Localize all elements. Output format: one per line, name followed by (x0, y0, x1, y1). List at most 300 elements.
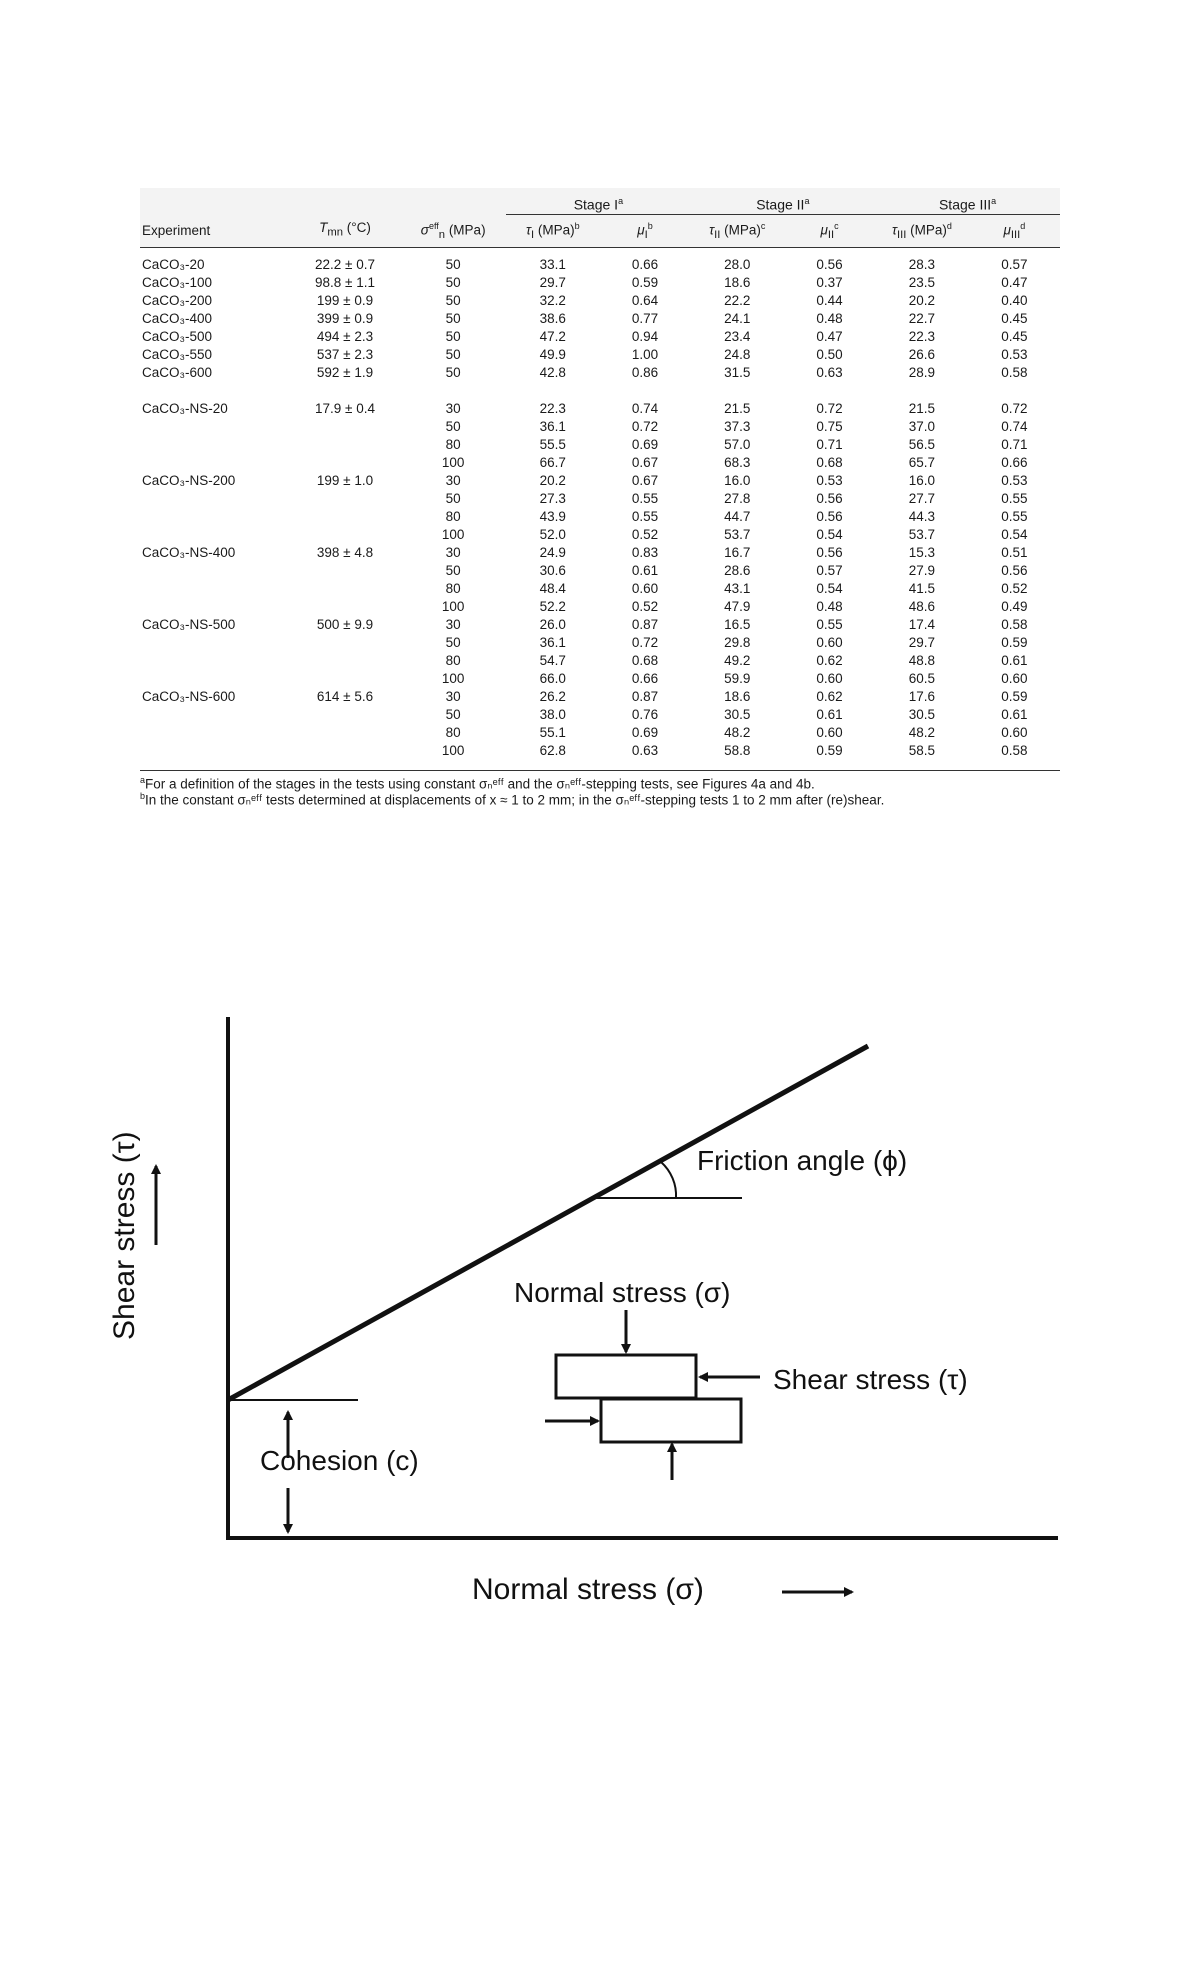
col-sigma: $\sigma^{eff}_n$ (MPa) (400, 215, 506, 248)
cell-sigma: 50 (445, 347, 461, 362)
cell-experiment (140, 580, 290, 598)
cell-mu1: 0.74 (631, 401, 659, 416)
cell-sigma: 100 (441, 743, 465, 758)
table-row (140, 436, 1060, 454)
cell-tau3: 58.5 (908, 743, 936, 758)
cell-mu3: 0.58 (1001, 617, 1028, 632)
table-row (140, 652, 1060, 670)
cell-mu2: 0.44 (816, 293, 843, 308)
cell-experiment (140, 724, 290, 742)
cell-tau2: 28.0 (724, 257, 751, 272)
cell-sigma: 30 (445, 689, 461, 704)
table-row (140, 292, 1060, 310)
cell-tmn: 614 ± 5.6 (316, 689, 374, 704)
col-tmn: $T_{mn}$ (°C) (290, 215, 400, 248)
col-mu1: $\mu_I^b$ (599, 215, 690, 248)
cell-mu3: 0.55 (1001, 491, 1028, 506)
cell-mu2: 0.75 (816, 419, 843, 434)
cell-tmn (290, 580, 400, 598)
x-axis-label: Normal stress (σ) (472, 1573, 704, 1606)
cell-sigma: 50 (445, 365, 461, 380)
cell-mu2: 0.72 (816, 401, 843, 416)
cell-experiment (140, 436, 290, 454)
stage-1-header: Stage $I^a$ (506, 188, 690, 215)
cell-tau2: 58.8 (724, 743, 751, 758)
cell-tau2: 68.3 (724, 455, 751, 470)
cell-tmn: 22.2 ± 0.7 (315, 257, 375, 272)
shear-stress-label: Shear stress (τ) (773, 1364, 968, 1395)
stage-header-row (140, 188, 1060, 215)
cell-sigma: 80 (445, 437, 461, 452)
table-row (140, 724, 1060, 742)
cell-sigma: 50 (445, 329, 461, 344)
cell-tau3: 15.3 (908, 545, 936, 560)
cell-mu2: 0.60 (816, 635, 843, 650)
cell-tau1: 52.2 (539, 599, 566, 614)
cell-tau2: 24.1 (724, 311, 751, 326)
cell-mu3: 0.74 (1001, 419, 1028, 434)
cell-tau3: 44.3 (908, 509, 936, 524)
cell-tau3: 48.6 (908, 599, 936, 614)
stage-2-header: Stage $II^a$ (691, 188, 876, 215)
cell-mu3: 0.51 (1001, 545, 1028, 560)
cell-tmn (290, 436, 400, 454)
cell-mu1: 0.59 (631, 275, 659, 290)
cell-mu3: 0.58 (1001, 743, 1028, 758)
cell-tmn: 537 ± 2.3 (316, 347, 374, 362)
table-row (140, 562, 1060, 580)
col-tau2: $\tau_{II}$ (MPa)$^c$ (691, 215, 784, 248)
cell-mu2: 0.61 (816, 707, 843, 722)
cell-tau3: 37.0 (908, 419, 936, 434)
cell-mu2: 0.56 (816, 545, 843, 560)
cell-tau2: 18.6 (724, 275, 751, 290)
col-tau3: $\tau_{III}$ (MPa)$^d$ (875, 215, 969, 248)
cell-tau1: 43.9 (539, 509, 566, 524)
cell-experiment: CaCO₃-NS-20 (142, 401, 228, 416)
table-row (140, 382, 1060, 400)
table-row (140, 670, 1060, 688)
cell-mu1: 0.76 (631, 707, 659, 722)
cell-mu3: 0.56 (1001, 563, 1028, 578)
cell-tau1: 26.0 (539, 617, 566, 632)
cell-mu3: 0.58 (1001, 365, 1028, 380)
cell-sigma: 80 (445, 509, 461, 524)
cell-experiment (140, 670, 290, 688)
cell-sigma: 50 (445, 707, 461, 722)
cell-experiment (140, 598, 290, 616)
col-experiment: Experiment (140, 215, 290, 248)
cell-tau3: 41.5 (908, 581, 936, 596)
col-tau1: $\tau_I$ (MPa)$^b$ (506, 215, 599, 248)
cell-tau1: 49.9 (539, 347, 566, 362)
cell-mu3: 0.60 (1001, 671, 1028, 686)
cell-mu1: 0.87 (631, 617, 659, 632)
cell-mu2: 0.60 (816, 671, 843, 686)
cell-tmn (290, 382, 400, 400)
cell-tau1: 52.0 (539, 527, 566, 542)
table-row (140, 688, 1060, 706)
cell-experiment: CaCO₃-200 (142, 293, 213, 308)
data-table (140, 188, 1060, 760)
cell-mu2: 0.60 (816, 725, 843, 740)
cell-mu3 (969, 382, 1060, 400)
cell-sigma: 30 (445, 473, 461, 488)
cell-sigma: 50 (445, 491, 461, 506)
cell-mu1: 0.72 (631, 635, 659, 650)
cell-experiment: CaCO₃-400 (142, 311, 213, 326)
col-mu2: $\mu_{II}^c$ (784, 215, 875, 248)
cell-experiment (140, 418, 290, 436)
cell-tau1: 38.0 (539, 707, 566, 722)
cell-sigma (400, 382, 506, 400)
cell-tau3: 22.7 (908, 311, 936, 326)
cell-tmn (290, 634, 400, 652)
cell-tmn: 199 ± 0.9 (316, 293, 374, 308)
cell-mu3: 0.57 (1001, 257, 1028, 272)
cell-mu3: 0.61 (1001, 653, 1028, 668)
cell-tau1: 54.7 (539, 653, 566, 668)
cell-tau2: 18.6 (724, 689, 751, 704)
cell-tmn (290, 652, 400, 670)
cell-tau3: 48.8 (908, 653, 936, 668)
cell-tau2: 24.8 (724, 347, 751, 362)
cell-sigma: 80 (445, 725, 461, 740)
cell-mu3: 0.47 (1001, 275, 1028, 290)
cell-experiment: CaCO₃-600 (142, 365, 213, 380)
footnote-b: $^b$In the constant σₙᵉᶠᶠ tests determined at displacements of x ≈ 1 to 2 mm; in the σₙᵉᶠᶠ-stepping tests 1 to 2 mm after (re)shear. (140, 791, 885, 808)
cell-experiment (140, 652, 290, 670)
cell-tmn: 98.8 ± 1.1 (315, 275, 375, 290)
cell-tau3: 28.9 (908, 365, 936, 380)
cell-tau1: 36.1 (539, 635, 566, 650)
stage-3-header: Stage III$^a$ (875, 188, 1060, 215)
cell-tau1: 66.0 (539, 671, 566, 686)
cell-tmn (290, 508, 400, 526)
cell-tau3: 56.5 (908, 437, 936, 452)
cell-mu3: 0.66 (1001, 455, 1028, 470)
cell-tau3 (875, 382, 969, 400)
cell-mu3: 0.59 (1001, 689, 1028, 704)
cell-tau2: 22.2 (724, 293, 751, 308)
cell-tau2: 49.2 (724, 653, 751, 668)
cell-sigma: 80 (445, 653, 461, 668)
cell-mu1: 0.52 (631, 527, 659, 542)
cell-mu2: 0.54 (816, 527, 843, 542)
cell-tau1: 55.5 (539, 437, 566, 452)
cell-tau2: 23.4 (724, 329, 751, 344)
cell-tmn (290, 562, 400, 580)
shear-box-lower (601, 1399, 741, 1442)
cell-tau1: 22.3 (539, 401, 566, 416)
table-row (140, 328, 1060, 346)
table-row (140, 400, 1060, 418)
cell-sigma: 50 (445, 275, 461, 290)
cell-tau1: 38.6 (539, 311, 566, 326)
cell-tmn: 398 ± 4.8 (316, 545, 374, 560)
cell-tau3: 23.5 (908, 275, 936, 290)
table-row (140, 310, 1060, 328)
cell-mu1: 0.68 (631, 653, 659, 668)
table-row (140, 472, 1060, 490)
cell-tmn (290, 670, 400, 688)
cell-tau3: 17.4 (908, 617, 936, 632)
cell-mu1: 0.72 (631, 419, 659, 434)
cell-mu2: 0.62 (816, 653, 843, 668)
cell-mu3: 0.53 (1001, 347, 1028, 362)
mohr-coulomb-diagram (0, 980, 1200, 1640)
cell-tau2: 47.9 (724, 599, 751, 614)
cell-mu3: 0.54 (1001, 527, 1028, 542)
cell-mu3: 0.59 (1001, 635, 1028, 650)
cell-tau3: 29.7 (908, 635, 936, 650)
col-mu3: $\mu_{III}^d$ (969, 215, 1060, 248)
cell-mu1: 0.64 (631, 293, 659, 308)
cell-experiment: CaCO₃-100 (142, 275, 213, 290)
cell-mu2: 0.71 (816, 437, 843, 452)
cell-mu3: 0.53 (1001, 473, 1028, 488)
cell-experiment (140, 526, 290, 544)
cell-tau2: 27.8 (724, 491, 751, 506)
cell-experiment (140, 742, 290, 760)
footnote-a: $^a$For a definition of the stages in the tests using constant σₙᵉᶠᶠ and the σₙᵉᶠᶠ-stepping tests, see Figures 4a and 4b. (140, 775, 815, 792)
cell-tau1: 32.2 (539, 293, 566, 308)
cell-sigma: 100 (441, 455, 465, 470)
cell-tau1: 66.7 (539, 455, 566, 470)
cell-tau2: 53.7 (724, 527, 751, 542)
cell-mu3: 0.55 (1001, 509, 1028, 524)
cell-mu2: 0.47 (816, 329, 843, 344)
cell-tmn: 399 ± 0.9 (316, 311, 374, 326)
cell-tmn (290, 418, 400, 436)
cell-tau3: 28.3 (908, 257, 936, 272)
cell-tmn: 17.9 ± 0.4 (315, 401, 375, 416)
cell-mu1: 0.55 (631, 509, 659, 524)
cell-mu2: 0.56 (816, 257, 843, 272)
cell-sigma: 50 (445, 293, 461, 308)
cell-tau3: 27.9 (908, 563, 936, 578)
cell-experiment: CaCO₃-NS-400 (142, 545, 236, 560)
cell-mu3: 0.71 (1001, 437, 1028, 452)
cell-mu1: 0.52 (631, 599, 659, 614)
cell-tau1: 47.2 (539, 329, 566, 344)
cell-tau3: 22.3 (908, 329, 936, 344)
cell-tau1: 30.6 (539, 563, 566, 578)
cell-tmn (290, 598, 400, 616)
cell-mu1: 0.66 (631, 257, 659, 272)
cell-sigma: 50 (445, 563, 461, 578)
shear-box-upper (556, 1355, 696, 1398)
cell-tau1: 27.3 (539, 491, 566, 506)
cell-tau2: 16.5 (724, 617, 751, 632)
table-row (140, 634, 1060, 652)
cell-tau3: 30.5 (908, 707, 936, 722)
cell-tmn (290, 490, 400, 508)
cell-mu2: 0.48 (816, 599, 843, 614)
cell-mu3: 0.45 (1001, 329, 1028, 344)
cell-mu3: 0.52 (1001, 581, 1028, 596)
cell-experiment: CaCO₃-NS-500 (142, 617, 236, 632)
cell-tau2: 31.5 (724, 365, 751, 380)
normal-stress-label: Normal stress (σ) (514, 1277, 731, 1308)
cell-mu1: 0.87 (631, 689, 659, 704)
cell-tau3: 65.7 (908, 455, 936, 470)
cell-mu1: 0.66 (631, 671, 659, 686)
cell-tmn: 592 ± 1.9 (316, 365, 374, 380)
table-bottom-rule (140, 770, 1060, 771)
cell-experiment: CaCO₃-20 (142, 257, 205, 272)
cell-tau2: 29.8 (724, 635, 751, 650)
cell-experiment (140, 634, 290, 652)
cell-mu1: 0.60 (631, 581, 659, 596)
cell-experiment (140, 454, 290, 472)
cell-tau1: 26.2 (539, 689, 566, 704)
cell-mu2: 0.57 (816, 563, 843, 578)
cell-mu1 (599, 382, 690, 400)
table-row (140, 742, 1060, 760)
table-row (140, 364, 1060, 382)
cell-experiment (140, 562, 290, 580)
cell-sigma: 80 (445, 581, 461, 596)
cell-tau1: 29.7 (539, 275, 566, 290)
cell-tau2: 48.2 (724, 725, 751, 740)
cell-mu2: 0.56 (816, 491, 843, 506)
cell-experiment (140, 382, 290, 400)
friction-angle-arc (661, 1162, 676, 1198)
cell-tau3: 21.5 (908, 401, 936, 416)
cell-tau3: 53.7 (908, 527, 936, 542)
cell-tau3: 27.7 (908, 491, 936, 506)
cell-mu1: 0.77 (631, 311, 659, 326)
cell-experiment (140, 490, 290, 508)
cell-tmn (290, 706, 400, 724)
cell-tau2: 44.7 (724, 509, 751, 524)
cell-mu1: 0.69 (631, 725, 659, 740)
cell-mu1: 0.55 (631, 491, 659, 506)
cell-tmn: 500 ± 9.9 (316, 617, 374, 632)
cell-sigma: 50 (445, 257, 461, 272)
cell-tau2: 16.7 (724, 545, 751, 560)
cell-experiment: CaCO₃-NS-200 (142, 473, 236, 488)
cell-mu2 (784, 382, 875, 400)
cell-mu2: 0.48 (816, 311, 843, 326)
cell-experiment: CaCO₃-550 (142, 347, 213, 362)
cell-tmn: 199 ± 1.0 (316, 473, 374, 488)
cell-tau1: 33.1 (539, 257, 566, 272)
cell-experiment (140, 508, 290, 526)
cell-mu3: 0.60 (1001, 725, 1028, 740)
table-row (140, 346, 1060, 364)
cell-tau2: 37.3 (724, 419, 751, 434)
cell-tau3: 17.6 (908, 689, 936, 704)
cell-tau2: 21.5 (724, 401, 751, 416)
failure-envelope-line (228, 1046, 868, 1400)
cell-sigma: 50 (445, 311, 461, 326)
cell-mu2: 0.63 (816, 365, 843, 380)
cell-mu2: 0.53 (816, 473, 843, 488)
cell-mu1: 0.69 (631, 437, 659, 452)
cell-mu3: 0.45 (1001, 311, 1028, 326)
cell-tau1: 62.8 (539, 743, 566, 758)
cell-mu1: 1.00 (631, 347, 659, 362)
table-row (140, 490, 1060, 508)
cell-mu3: 0.40 (1001, 293, 1028, 308)
table-body (140, 248, 1060, 761)
cell-mu2: 0.55 (816, 617, 843, 632)
table-row (140, 598, 1060, 616)
cell-tau1: 20.2 (539, 473, 566, 488)
cell-mu1: 0.83 (631, 545, 659, 560)
cell-sigma: 100 (441, 599, 465, 614)
cell-tmn (290, 724, 400, 742)
column-header-row (140, 215, 1060, 248)
cell-mu1: 0.61 (631, 563, 659, 578)
cell-sigma: 30 (445, 617, 461, 632)
table-row (140, 248, 1060, 275)
diagram-svg (0, 980, 1200, 1640)
cell-mu2: 0.50 (816, 347, 843, 362)
cell-mu3: 0.49 (1001, 599, 1028, 614)
friction-angle-label: Friction angle (ϕ) (697, 1145, 908, 1176)
table-row (140, 526, 1060, 544)
cell-experiment (140, 706, 290, 724)
cell-tau1: 55.1 (539, 725, 566, 740)
table-row (140, 454, 1060, 472)
cell-tmn (290, 742, 400, 760)
cell-mu1: 0.63 (631, 743, 659, 758)
cell-tau3: 60.5 (908, 671, 936, 686)
cell-tau2: 59.9 (724, 671, 751, 686)
cell-mu2: 0.56 (816, 509, 843, 524)
cell-mu3: 0.61 (1001, 707, 1028, 722)
cell-tau1: 48.4 (539, 581, 566, 596)
y-axis-label: Shear stress (τ) (108, 1131, 141, 1340)
cell-sigma: 50 (445, 635, 461, 650)
cell-tau1: 36.1 (539, 419, 566, 434)
table-row (140, 274, 1060, 292)
cell-sigma: 50 (445, 419, 461, 434)
cell-mu2: 0.62 (816, 689, 843, 704)
table-row (140, 706, 1060, 724)
cell-tmn: 494 ± 2.3 (316, 329, 374, 344)
cell-mu1: 0.94 (631, 329, 659, 344)
cell-mu1: 0.67 (631, 455, 659, 470)
cell-tau3: 20.2 (908, 293, 936, 308)
table-row (140, 508, 1060, 526)
cell-experiment: CaCO₃-500 (142, 329, 213, 344)
cell-tmn (290, 454, 400, 472)
cell-tau3: 48.2 (908, 725, 936, 740)
table-row (140, 580, 1060, 598)
cell-tmn (290, 526, 400, 544)
cell-tau2: 16.0 (724, 473, 751, 488)
table-row (140, 544, 1060, 562)
cell-tau2: 43.1 (724, 581, 751, 596)
cell-tau1 (506, 382, 599, 400)
cell-tau2 (691, 382, 784, 400)
cohesion-label: Cohesion (c) (260, 1445, 419, 1476)
cell-tau2: 57.0 (724, 437, 751, 452)
cell-sigma: 100 (441, 671, 465, 686)
cell-mu2: 0.59 (816, 743, 843, 758)
cell-tau1: 24.9 (539, 545, 566, 560)
cell-mu1: 0.67 (631, 473, 659, 488)
cell-tau3: 26.6 (908, 347, 936, 362)
cell-mu2: 0.54 (816, 581, 843, 596)
cell-experiment: CaCO₃-NS-600 (142, 689, 236, 704)
cell-mu1: 0.86 (631, 365, 659, 380)
cell-sigma: 100 (441, 527, 465, 542)
